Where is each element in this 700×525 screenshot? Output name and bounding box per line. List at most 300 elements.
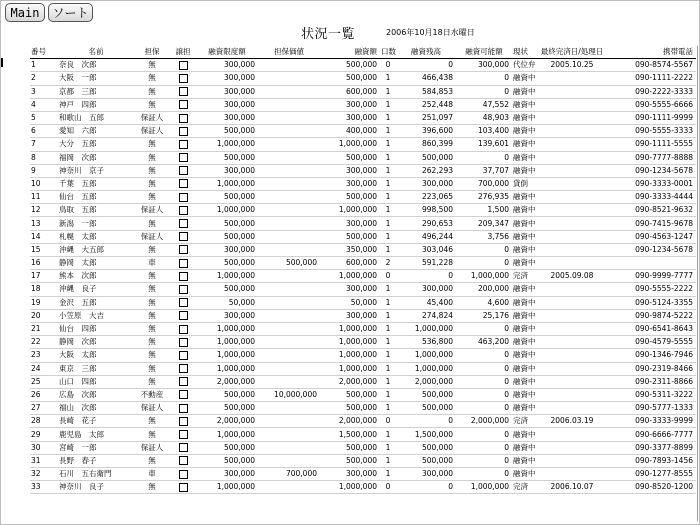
cell-last-date [538, 454, 606, 467]
cell-count: 1 [380, 98, 396, 111]
cell-collateral-value [258, 336, 320, 349]
transfer-checkbox[interactable] [179, 193, 188, 202]
cell-name: 静岡 次郎 [58, 336, 134, 349]
cell-last-date [538, 98, 606, 111]
cell-count: 1 [380, 72, 396, 85]
cell-available: 0 [456, 468, 512, 481]
transfer-checkbox[interactable] [179, 483, 188, 492]
table-row[interactable] [30, 468, 696, 481]
cell-mobile: 090-8574-5567 [606, 59, 696, 72]
cell-available: 209,347 [456, 217, 512, 230]
cell-transfer-checkbox [170, 243, 196, 256]
cell-status: 融資中 [512, 111, 538, 124]
cell-number: 4 [30, 98, 58, 111]
cell-mobile: 090-2311-8866 [606, 375, 696, 388]
cell-mobile: 090-5311-3222 [606, 388, 696, 401]
cell-count: 0 [380, 59, 396, 72]
cell-available: 0 [456, 72, 512, 85]
cell-balance: 300,000 [396, 177, 456, 190]
main-button[interactable]: Main [5, 3, 45, 22]
table-row[interactable] [30, 98, 696, 111]
cell-status: 融資中 [512, 191, 538, 204]
cell-status: 完済 [512, 270, 538, 283]
table-row[interactable] [30, 125, 696, 138]
transfer-checkbox[interactable] [179, 87, 188, 96]
cell-status: 融資中 [512, 428, 538, 441]
cell-last-date [538, 111, 606, 124]
cell-balance: 223,065 [396, 191, 456, 204]
cell-mobile: 090-2222-3333 [606, 85, 696, 98]
cell-balance: 500,000 [396, 151, 456, 164]
cell-status: 完済 [512, 415, 538, 428]
cell-mobile: 090-1111-2222 [606, 72, 696, 85]
cell-collateral: 車 [134, 257, 170, 270]
cell-transfer-checkbox [170, 59, 196, 72]
cell-last-date [538, 441, 606, 454]
cell-last-date [538, 257, 606, 270]
cell-collateral-value [258, 270, 320, 283]
cell-balance: 500,000 [396, 441, 456, 454]
cell-transfer-checkbox [170, 481, 196, 494]
cell-last-date [538, 388, 606, 401]
cell-balance: 290,653 [396, 217, 456, 230]
cell-collateral-value [258, 191, 320, 204]
cell-available: 0 [456, 243, 512, 256]
cell-mobile [606, 257, 696, 270]
cell-balance: 500,000 [396, 388, 456, 401]
cell-status: 融資中 [512, 164, 538, 177]
cell-transfer-checkbox [170, 454, 196, 467]
cell-collateral-value [258, 349, 320, 362]
cell-status: 融資中 [512, 217, 538, 230]
cell-transfer-checkbox [170, 283, 196, 296]
cell-credit-limit: 50,000 [196, 296, 258, 309]
cell-collateral: 無 [134, 72, 170, 85]
cell-mobile: 090-7415-9678 [606, 217, 696, 230]
cell-number: 21 [30, 322, 58, 335]
table-row[interactable] [30, 72, 696, 85]
cell-balance: 536,800 [396, 336, 456, 349]
cell-available: 2,000,000 [456, 415, 512, 428]
cell-collateral: 無 [134, 191, 170, 204]
cell-available: 463,200 [456, 336, 512, 349]
cell-count: 1 [380, 111, 396, 124]
cell-last-date [538, 428, 606, 441]
cell-collateral-value [258, 454, 320, 467]
cell-number: 7 [30, 138, 58, 151]
cell-transfer-checkbox [170, 217, 196, 230]
table-row[interactable] [30, 415, 696, 428]
cell-mobile: 090-9874-5222 [606, 309, 696, 322]
cell-credit-limit: 2,000,000 [196, 375, 258, 388]
cell-mobile: 090-3333-4444 [606, 191, 696, 204]
cell-credit-limit: 1,000,000 [196, 349, 258, 362]
cell-credit-limit: 500,000 [196, 217, 258, 230]
cell-collateral-value [258, 151, 320, 164]
cell-last-date [538, 217, 606, 230]
transfer-checkbox[interactable] [179, 74, 188, 83]
cell-transfer-checkbox [170, 191, 196, 204]
table-row[interactable] [30, 336, 696, 349]
cell-loan-amount: 300,000 [320, 177, 380, 190]
cell-last-date [538, 336, 606, 349]
cell-collateral-value [258, 309, 320, 322]
cell-credit-limit: 300,000 [196, 59, 258, 72]
cell-count: 1 [380, 309, 396, 322]
cell-transfer-checkbox [170, 98, 196, 111]
cell-status: 融資中 [512, 257, 538, 270]
cell-balance: 252,448 [396, 98, 456, 111]
table-row[interactable] [30, 85, 696, 98]
cell-count: 1 [380, 402, 396, 415]
table-row[interactable] [30, 257, 696, 270]
cell-name: 京都 三郎 [58, 85, 134, 98]
transfer-checkbox[interactable] [179, 245, 188, 254]
cell-available: 0 [456, 454, 512, 467]
table-row[interactable] [30, 111, 696, 124]
cell-collateral: 保証人 [134, 402, 170, 415]
col-header-transfer-collateral: 譲担 [170, 46, 196, 59]
cell-status: 融資中 [512, 72, 538, 85]
cell-available: 139,601 [456, 138, 512, 151]
cell-collateral-value [258, 217, 320, 230]
cell-name: 仙台 五郎 [58, 191, 134, 204]
cell-transfer-checkbox [170, 309, 196, 322]
cell-collateral-value [258, 243, 320, 256]
cell-available: 0 [456, 349, 512, 362]
cell-name: 福山 次郎 [58, 402, 134, 415]
transfer-checkbox[interactable] [179, 153, 188, 162]
cell-collateral-value [258, 441, 320, 454]
cell-collateral-value [258, 402, 320, 415]
cell-available: 0 [456, 402, 512, 415]
cell-collateral: 無 [134, 454, 170, 467]
cell-balance: 496,244 [396, 230, 456, 243]
transfer-checkbox[interactable] [179, 417, 188, 426]
cell-collateral: 無 [134, 151, 170, 164]
transfer-checkbox[interactable] [179, 364, 188, 373]
transfer-checkbox[interactable] [179, 470, 188, 479]
cell-loan-amount: 2,000,000 [320, 375, 380, 388]
table-row[interactable] [30, 204, 696, 217]
cell-mobile: 090-4563-1247 [606, 230, 696, 243]
cell-loan-amount: 300,000 [320, 217, 380, 230]
table-row[interactable] [30, 230, 696, 243]
cell-collateral-value [258, 164, 320, 177]
cell-balance: 500,000 [396, 402, 456, 415]
sort-button[interactable]: ソート [48, 3, 93, 22]
transfer-checkbox[interactable] [179, 166, 188, 175]
cell-status: 融資中 [512, 243, 538, 256]
cell-last-date [538, 230, 606, 243]
table-row[interactable] [30, 191, 696, 204]
table-row[interactable] [30, 296, 696, 309]
cell-credit-limit: 500,000 [196, 388, 258, 401]
transfer-checkbox[interactable] [179, 325, 188, 334]
cell-mobile: 090-2319-8466 [606, 362, 696, 375]
table-row[interactable] [30, 138, 696, 151]
cell-collateral: 無 [134, 309, 170, 322]
transfer-checkbox[interactable] [179, 311, 188, 320]
cell-loan-amount: 600,000 [320, 257, 380, 270]
cell-loan-amount: 1,000,000 [320, 362, 380, 375]
cell-name: 千葉 五郎 [58, 177, 134, 190]
cell-credit-limit: 500,000 [196, 257, 258, 270]
cell-number: 27 [30, 402, 58, 415]
transfer-checkbox[interactable] [179, 351, 188, 360]
cell-available: 3,756 [456, 230, 512, 243]
cell-available: 0 [456, 85, 512, 98]
cell-number: 15 [30, 243, 58, 256]
cell-name: 石川 五右衛門 [58, 468, 134, 481]
cell-collateral-value: 500,000 [258, 257, 320, 270]
cell-status: 融資中 [512, 375, 538, 388]
cell-credit-limit: 1,000,000 [196, 138, 258, 151]
cell-transfer-checkbox [170, 415, 196, 428]
cell-name: 大阪 一郎 [58, 72, 134, 85]
table-row[interactable] [30, 402, 696, 415]
table-row[interactable] [30, 454, 696, 467]
table-row[interactable] [30, 322, 696, 335]
cell-collateral: 保証人 [134, 230, 170, 243]
cell-name: 仙台 四郎 [58, 322, 134, 335]
cell-name: 鳥取 五郎 [58, 204, 134, 217]
transfer-checkbox[interactable] [179, 430, 188, 439]
cell-number: 12 [30, 204, 58, 217]
table-row[interactable] [30, 309, 696, 322]
transfer-checkbox[interactable] [179, 206, 188, 215]
table-row[interactable] [30, 441, 696, 454]
cell-mobile: 090-1234-5678 [606, 243, 696, 256]
cell-status: 融資中 [512, 441, 538, 454]
cell-credit-limit: 300,000 [196, 85, 258, 98]
cell-last-date [538, 164, 606, 177]
cell-mobile: 090-1111-9999 [606, 111, 696, 124]
table-row[interactable] [30, 177, 696, 190]
cell-loan-amount: 500,000 [320, 230, 380, 243]
cell-transfer-checkbox [170, 402, 196, 415]
table-row[interactable] [30, 349, 696, 362]
cell-number: 30 [30, 441, 58, 454]
page-title: 状況一覧 [301, 27, 356, 42]
transfer-checkbox[interactable] [179, 298, 188, 307]
transfer-checkbox[interactable] [179, 338, 188, 347]
cell-collateral-value [258, 85, 320, 98]
cell-number: 9 [30, 164, 58, 177]
transfer-checkbox[interactable] [179, 456, 188, 465]
transfer-checkbox[interactable] [179, 272, 188, 281]
cell-number: 3 [30, 85, 58, 98]
transfer-checkbox[interactable] [179, 285, 188, 294]
transfer-checkbox[interactable] [179, 377, 188, 386]
cell-number: 18 [30, 283, 58, 296]
transfer-checkbox[interactable] [179, 390, 188, 399]
cell-count: 1 [380, 336, 396, 349]
table-row[interactable] [30, 59, 696, 72]
cell-last-date [538, 309, 606, 322]
cell-count: 1 [380, 322, 396, 335]
cell-collateral: 無 [134, 217, 170, 230]
cell-status: 融資中 [512, 388, 538, 401]
transfer-checkbox[interactable] [179, 232, 188, 241]
cell-count: 1 [380, 177, 396, 190]
cell-number: 20 [30, 309, 58, 322]
cell-collateral-value [258, 72, 320, 85]
table-row[interactable] [30, 362, 696, 375]
cell-loan-amount: 1,000,000 [320, 481, 380, 494]
cell-name: 金沢 五郎 [58, 296, 134, 309]
col-header-collateral: 担保 [134, 46, 170, 59]
cell-number: 22 [30, 336, 58, 349]
cell-credit-limit: 500,000 [196, 402, 258, 415]
cell-count: 1 [380, 283, 396, 296]
cell-transfer-checkbox [170, 322, 196, 335]
cell-balance: 262,293 [396, 164, 456, 177]
cell-transfer-checkbox [170, 230, 196, 243]
cell-mobile: 090-1277-8555 [606, 468, 696, 481]
cell-count: 1 [380, 388, 396, 401]
cell-name: 神奈川 京子 [58, 164, 134, 177]
cell-collateral: 無 [134, 349, 170, 362]
transfer-checkbox[interactable] [179, 61, 188, 70]
cell-status: 融資中 [512, 296, 538, 309]
cell-balance: 1,000,000 [396, 322, 456, 335]
cell-last-date: 2005.09.08 [538, 270, 606, 283]
cell-credit-limit: 1,000,000 [196, 270, 258, 283]
cell-number: 19 [30, 296, 58, 309]
table-row[interactable] [30, 283, 696, 296]
cell-count: 0 [380, 270, 396, 283]
cell-count: 1 [380, 151, 396, 164]
transfer-checkbox[interactable] [179, 219, 188, 228]
cell-available: 1,000,000 [456, 270, 512, 283]
cell-collateral: 無 [134, 481, 170, 494]
table-row[interactable] [30, 217, 696, 230]
cell-collateral-value [258, 138, 320, 151]
table-row[interactable] [30, 270, 696, 283]
cell-loan-amount: 300,000 [320, 309, 380, 322]
table-row[interactable] [30, 164, 696, 177]
cell-collateral: 無 [134, 336, 170, 349]
cell-mobile: 090-3377-8899 [606, 441, 696, 454]
cell-collateral-value [258, 481, 320, 494]
cell-credit-limit: 300,000 [196, 98, 258, 111]
cell-number: 8 [30, 151, 58, 164]
transfer-checkbox[interactable] [179, 443, 188, 452]
transfer-checkbox[interactable] [179, 100, 188, 109]
cell-last-date: 2006.03.19 [538, 415, 606, 428]
cell-loan-amount: 600,000 [320, 85, 380, 98]
cell-status: 融資中 [512, 98, 538, 111]
cell-name: 沖縄 大五郎 [58, 243, 134, 256]
cell-available: 0 [456, 428, 512, 441]
cell-collateral: 無 [134, 138, 170, 151]
cell-balance: 998,500 [396, 204, 456, 217]
cell-transfer-checkbox [170, 125, 196, 138]
cell-transfer-checkbox [170, 375, 196, 388]
cell-credit-limit: 500,000 [196, 125, 258, 138]
cell-collateral: 無 [134, 270, 170, 283]
cell-balance: 584,853 [396, 85, 456, 98]
table-row[interactable] [30, 243, 696, 256]
cell-available: 1,500 [456, 204, 512, 217]
cell-collateral: 無 [134, 164, 170, 177]
transfer-checkbox[interactable] [179, 259, 188, 268]
cell-collateral-value [258, 375, 320, 388]
cell-count: 1 [380, 85, 396, 98]
cell-collateral-value [258, 98, 320, 111]
cell-credit-limit: 300,000 [196, 243, 258, 256]
cell-name: 大阪 太郎 [58, 349, 134, 362]
cell-transfer-checkbox [170, 428, 196, 441]
cell-balance: 303,046 [396, 243, 456, 256]
cell-credit-limit: 300,000 [196, 164, 258, 177]
cell-credit-limit: 1,000,000 [196, 428, 258, 441]
cell-available: 0 [456, 322, 512, 335]
cell-available: 200,000 [456, 283, 512, 296]
cell-collateral: 保証人 [134, 111, 170, 124]
cell-credit-limit: 1,000,000 [196, 362, 258, 375]
cell-mobile: 090-5555-3333 [606, 125, 696, 138]
cell-last-date [538, 125, 606, 138]
table-row[interactable] [30, 481, 696, 494]
transfer-checkbox[interactable] [179, 404, 188, 413]
cell-mobile: 090-1111-5555 [606, 138, 696, 151]
cell-balance: 300,000 [396, 283, 456, 296]
cell-collateral-value [258, 59, 320, 72]
cell-available: 0 [456, 388, 512, 401]
cell-collateral: 無 [134, 428, 170, 441]
cell-loan-amount: 500,000 [320, 454, 380, 467]
cell-last-date [538, 85, 606, 98]
cell-name: 広島 次郎 [58, 388, 134, 401]
table-row[interactable] [30, 151, 696, 164]
table-row[interactable] [30, 388, 696, 401]
cell-balance: 300,000 [396, 468, 456, 481]
cell-collateral-value: 700,000 [258, 468, 320, 481]
cell-collateral: 無 [134, 415, 170, 428]
table-header-row [30, 46, 696, 59]
cell-mobile: 090-4579-5555 [606, 336, 696, 349]
table-row[interactable] [30, 428, 696, 441]
cell-collateral: 無 [134, 283, 170, 296]
cell-status: 融資中 [512, 309, 538, 322]
report-date: 2006年10月18日水曜日 [386, 28, 475, 37]
transfer-checkbox[interactable] [179, 179, 188, 188]
cell-status: 貸倒 [512, 177, 538, 190]
cell-loan-amount: 1,000,000 [320, 270, 380, 283]
cell-collateral: 無 [134, 85, 170, 98]
cell-collateral-value [258, 415, 320, 428]
cell-number: 32 [30, 468, 58, 481]
cell-name: 札幌 太郎 [58, 230, 134, 243]
cell-status: 融資中 [512, 454, 538, 467]
table-row[interactable] [30, 375, 696, 388]
cell-credit-limit: 500,000 [196, 454, 258, 467]
cell-status: 融資中 [512, 125, 538, 138]
cell-last-date [538, 349, 606, 362]
transfer-checkbox[interactable] [179, 140, 188, 149]
cell-collateral: 無 [134, 375, 170, 388]
cell-transfer-checkbox [170, 164, 196, 177]
cell-number: 33 [30, 481, 58, 494]
cell-name: 長野 春子 [58, 454, 134, 467]
transfer-checkbox[interactable] [179, 114, 188, 123]
cell-credit-limit: 1,000,000 [196, 177, 258, 190]
transfer-checkbox[interactable] [179, 127, 188, 136]
cell-available: 47,552 [456, 98, 512, 111]
cell-mobile: 090-3333-9999 [606, 415, 696, 428]
